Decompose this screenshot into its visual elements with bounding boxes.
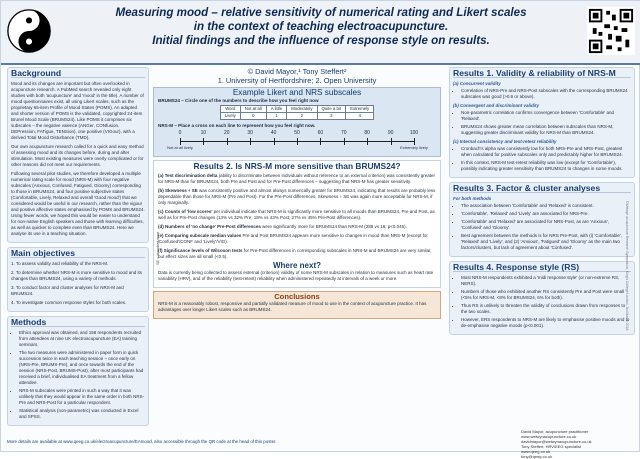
conclusions-heading: Conclusions — [274, 292, 320, 301]
standard-error-note: SE = standard error — [156, 231, 160, 265]
nrs-right-anchor: Extremely lively — [400, 145, 428, 150]
nrs-scale-tick-label: 70 — [341, 130, 347, 136]
objective-item: 3. To conduct factor and cluster analyses for NRS-M and BRUMS24. — [11, 285, 124, 296]
results-3-item: • 'Comfortable' and 'Relaxed' are associated for NRS-Post, as are 'Anxious', 'Confused' and 'Gloomy'. — [461, 219, 631, 231]
methods-item: • The two measures were administered in paper form in quick succession twice in each teaching session – once early on (NRS-Pre, BRUMS-Pre), and once towards the end of the session (NRS-Post, BRUMS-Post), after most participants had received a brief, individualised EA treatment from a fellow attendee. — [19, 350, 145, 386]
where-next-heading: Where next? — [272, 261, 321, 270]
likert-cell: 3 — [317, 113, 346, 120]
results-2-text: for Pre-Post differences in corresponding subscales in NRS-M and BRUMS24 are very similar, but effect sizes are all small (<0.5). — [158, 248, 432, 259]
contact-1-site[interactable]: www.welwynacupuncture.co.uk — [521, 434, 577, 439]
contact-1-email[interactable]: davidmayor@welwynacupuncture.co.uk — [521, 439, 592, 444]
likert-header-cell: Extremely — [346, 106, 374, 113]
nrs-scale-tick — [250, 138, 251, 145]
objective-item: 1. To assess validity and reliability of the NRS-M. — [11, 261, 109, 266]
methods-heading: Methods — [11, 319, 145, 327]
results-1-item: • In this context, NRS-M test-retest reliability was low (except for 'Comfortable'), possibly indicating greater sensitivity than BRUMS24 to changes in some moods. — [461, 160, 631, 172]
nrs-scale-tick-label: 50 — [294, 130, 300, 136]
reliability-heading: (c) Internal consistency and test-retest reliability — [453, 139, 557, 144]
likert-header-row — [220, 106, 373, 113]
concurrent-validity-heading: (a) Concurrent validity — [453, 81, 501, 86]
background-para-2: Our own acupuncture research called for a quick and easy method of assessing mood and its changes before, during and after stimulation. Most existing measures were overly complicated or for other reasons did not meet our requirements. — [11, 144, 144, 167]
background-section — [7, 67, 149, 243]
methods-item: • Ethics approval was obtained, and 158 respondents recruited from attendees at nine UK electroacupuncture (EA) training seminars. — [19, 330, 145, 348]
results-4-heading: Results 4. Response style (RS) — [453, 264, 631, 272]
results-4-item: • Thus RS is unlikely to threaten the validity of conclusions drawn from responses to the two scales. — [461, 303, 631, 315]
nrs-scale-tick-label: 100 — [409, 130, 419, 136]
reliability-list — [453, 146, 631, 172]
results-4-item: • However, ERS respondents to NRS-M are likely to emphasise positive moods and to de-emphasise negative moods (p<0.001). — [461, 317, 631, 329]
likert-cell: 2 — [287, 113, 317, 120]
nrs-scale-tick — [367, 138, 368, 145]
likert-cell: 1 — [266, 113, 286, 120]
objectives-section — [7, 247, 149, 312]
left-column — [7, 67, 149, 430]
qr-code-icon[interactable] — [587, 7, 635, 55]
nrs-scale-tick — [180, 138, 181, 145]
title-line-1: Measuring mood – relative sensitivity of numerical rating and Likert scales — [115, 6, 527, 19]
convergent-validity-heading: (b) Convergent and discriminant validity — [453, 103, 540, 108]
results-1-item: • BRUMS24 shows greater mean correlation between subscales than NRS-M, suggesting greater discriminant validity for NRS-M than BRUMS24. — [461, 124, 631, 136]
objective-item: 2. To determine whether NRS-M is more sensitive to mood and its changes than BRUMS24, using a variety of methods. — [11, 270, 142, 281]
convergent-validity-list — [453, 110, 631, 136]
background-para-3: Following several pilot studies, we therefore developed a multiple numerical rating scale for mood (NRS-M) with four negative subscales (Anxious, Confused, Fatigued, Gloomy) corresponding to those in BRUMS24, and four positive subjective states (Comfortable, Lively, Relaxed and overall 'Good mood') that we considered would be useful in our research, rather than the vigour and positive affective states emphasised by POMS and BRUMS24. Using fewer words, we hoped this would be easier to understand for non-native English speakers and those with learning difficulties, as well as quicker to complete even than BRUMS24. Here we analyse its use in a teaching situation. — [11, 171, 145, 236]
nrs-scale-tick-label: 60 — [317, 130, 324, 136]
where-next-text: Data is currently being collected to assess external (criterion) validity of some NRS-M subscales in relation to measures such as heart rate variability (HRV), and of the reliability (test-retest) reliability when administered repeatedly at intervals of a week or more. — [158, 270, 434, 281]
brums-instruction: BRUMS24 – Circle one of the numbers to describe how you feel right now — [158, 98, 319, 103]
likert-header-cell: Not at all — [240, 106, 266, 113]
results-2-text: were significantly more for BRUMS24 than NRS-M (288 vs 16; p<0.045). — [260, 224, 407, 229]
results-2-lead: (c) Counts of 'low scores' — [158, 209, 213, 214]
likert-header-cell: Quite a bit — [317, 106, 346, 113]
concurrent-validity-list — [453, 88, 631, 100]
objective-item: 4. To investigate common response styles for both scales. — [11, 300, 127, 305]
poster-header — [1, 1, 640, 65]
results-2-item-f — [158, 248, 436, 260]
results-3-item: • The association between 'Comfortable' and 'Relaxed' is consistent. — [461, 203, 631, 209]
results-3-list — [453, 203, 631, 251]
results-4-list — [453, 275, 631, 329]
nrs-scale-tick — [414, 138, 415, 145]
nrs-scale-tick — [297, 138, 298, 145]
right-column — [449, 67, 635, 339]
results-2-section — [153, 160, 441, 288]
nrs-scale-tick-label: 80 — [364, 130, 370, 136]
contact-2-site[interactable]: www.qeeg.co.uk — [521, 449, 551, 454]
results-2-lead: (e) Comparing subscale median values — [158, 233, 242, 238]
results-2-lead: (d) Numbers of 'no change' Pre-Post differences — [158, 224, 261, 229]
results-2-lead: (a) Test discrimination delta — [158, 173, 218, 178]
likert-header-cell: A little — [266, 106, 286, 113]
contact-2-email[interactable]: tony@qeeg.co.uk — [521, 454, 553, 459]
nrs-scale-tick-label: 0 — [178, 130, 182, 136]
likert-table — [220, 105, 374, 120]
yin-yang-icon — [7, 9, 51, 53]
results-1-item: • Cronbach's alpha was consistently low for both NRS-Pre and NRS-Post, greatest when calculated for positive subscales only and predictably higher for BRUMS24. — [461, 146, 631, 158]
contact-1-name: David Mayor, acupuncture practitioner — [521, 429, 589, 434]
results-2-item-d — [158, 224, 436, 230]
nrs-scale-tick — [320, 138, 321, 145]
example-title: Example Likert and NRS subscales — [232, 88, 362, 97]
results-1-section — [449, 67, 635, 178]
author-names: © David Mayor,¹ Tony Steffert² — [247, 67, 347, 76]
conclusions-section — [153, 291, 441, 319]
nrs-scale-tick-label: 40 — [270, 130, 277, 136]
results-2-item-a — [158, 173, 436, 185]
results-2-item-c — [158, 209, 436, 221]
title-line-2: in the context of teaching electroacupuncture. — [193, 20, 449, 34]
background-heading: Background — [11, 70, 145, 78]
results-2-text: Pre and Post BRUMS24 appears more sensitive to changes in mood than NRS-M (except for 'Confused'/CONF and 'Lively'/VIG). — [158, 233, 428, 244]
results-1-item: • Non-parametric correlation confirms convergence between 'Comfortable' and 'Relaxed'. — [461, 110, 631, 122]
nrs-scale-tick-label: 20 — [224, 130, 230, 136]
nrs-scale-tick-label: 30 — [247, 130, 253, 136]
nrs-scale — [167, 130, 428, 154]
nrs-left-anchor: Not at all lively — [167, 145, 193, 150]
results-2-text: was consistently positive and almost always numerically greater for BRUMS24, indicating that results are probably less dependable than those for NRS-M (Pre and Post). For the Pre-Post differences, Skewness ÷ SE was again more acceptable for NRS-M, if only marginally. — [158, 188, 436, 205]
example-scales-box — [153, 87, 441, 157]
likert-cell: Lively — [220, 113, 240, 120]
results-2-heading: Results 2. Is NRS-M more sensitive than BRUMS24? — [193, 161, 401, 171]
results-3-item: • Best agreement between the methods is for NRS Pre-Post, with (i) 'Comfortable', 'Relaxed' and 'Lively', and (2) 'Anxious', 'Fatigued' and 'Gloomy' as the main two factors/clusters, but lack of agreement about 'Confused'. — [461, 233, 631, 251]
results-2-lead: (b) Skewness ÷ SE — [158, 188, 198, 193]
nrs-scale-tick — [344, 138, 345, 145]
methods-section — [7, 316, 149, 426]
results-2-lead: (f) Significance levels of Wilcoxon tests — [158, 248, 243, 253]
middle-column — [153, 67, 441, 319]
results-2-text: (ability to discriminate between individuals without reference to an external criterion) was consistently greater for NRS-M than for BRUMS24, both Pre and Post and for Pre-Post differences – suggesting that NRS-M has greater sensitivity. — [158, 173, 436, 184]
nrs-scale-tick — [391, 138, 392, 145]
results-3-section — [449, 182, 635, 257]
methods-item: • NRS-M subscales were printed in such a way that it was unlikely that they would appear in the same order in both NRS-Pre and NRS-Post for a particular respondent. — [19, 388, 145, 406]
likert-header-cell: Word — [220, 106, 240, 113]
methods-list — [11, 330, 145, 420]
contact-2-name: Tony Steffert, HRV/EEG specialist — [521, 444, 582, 449]
results-2-text: per individual indicate that NRS-M is significantly more sensitive to all moods than BRUMS24, Pre and Post, as well as for Pre-Post changes (13% vs 32% Pre; 18% vs 43% Post; 27% vs 45% Pre-Post differences). — [158, 209, 435, 220]
results-2-item-e — [158, 233, 436, 245]
authors-block — [153, 67, 441, 85]
results-3-heading: Results 3. Factor & cluster analyses — [453, 185, 631, 193]
likert-cell: 0 — [240, 113, 266, 120]
background-para-1: Mood and its changes are important but often overlooked in acupuncture research. A PubMed search revealed only eight studies with both 'acupuncture' and 'mood' in the title). A number of mood questionnaires exist, all using Likert scales, such as the proprietary 65-item Profile of Mood States (POMS). An adapted and shorter version of POMS is the validated, copyrighted 24-item Brunel Mood Scale (BRUMS24). Like POMS it comprises six subscales – the negative valence (ANGer, CONfusion, DEPression, FATigue, TENSion), one positive (VIGour), with a derived Total Mood Disturbance (TMD). — [11, 81, 144, 140]
objectives-heading: Main objectives — [11, 250, 145, 258]
likert-header-cell: Moderately — [287, 106, 317, 113]
results-1-heading: Results 1. Validity & reliability of NRS-M — [453, 70, 631, 78]
results-1-item: • Correlation of NRS-Pre and NRS-Post subscales with the corresponding BRUMS24 subscales was good (>0.6 or above). — [461, 88, 631, 100]
nrs-instruction: NRS-M – Place a cross on each line to represent how you feel right now. — [158, 123, 316, 128]
conclusions-text: NRS-M is a reasonably robust, responsive and partially validated measure of mood to use in the context of acupuncture practice. It has advantages over longer Likert scales such as BRUMS24. — [158, 301, 427, 312]
methods-item: • Statistical analysis (non-parametric) was conducted in Excel and SPSS. — [19, 408, 145, 420]
results-4-item: • Most NRS-M respondents exhibited a 'midi response style' (or non-extreme RS, NERS). — [461, 275, 631, 287]
results-4-item: • Numbers of those who exhibited another RS consistently Pre and Post were small (<5% for NRS-M, <8% for BRUMS24, 6% for both). — [461, 289, 631, 301]
results-3-item: • 'Comfortable', 'Relaxed' and 'Lively' are associated for NRS-Pre. — [461, 211, 631, 217]
results-2-item-b — [158, 188, 436, 206]
title-line-3: Initial findings and the influence of response style on results. — [152, 34, 490, 48]
likert-cell: 4 — [346, 113, 374, 120]
contact-block — [521, 429, 635, 459]
nrs-scale-tick-label: 90 — [387, 130, 394, 136]
symposium-note: ©Welwyn acupuncture Research Symposium, King's College London, 3rd March 2018 — [625, 201, 629, 331]
likert-value-row — [220, 113, 373, 120]
nrs-scale-tick-label: 10 — [200, 130, 207, 136]
nrs-scale-tick — [203, 138, 204, 145]
nrs-scale-tick — [227, 138, 228, 145]
where-next-section — [158, 263, 436, 282]
nrs-scale-tick — [274, 138, 275, 145]
results-3-subheading: For both methods — [453, 196, 492, 201]
results-4-section — [449, 261, 635, 335]
author-affiliations: 1. University of Hertfordshire; 2. Open University — [217, 76, 377, 85]
poster-title — [61, 6, 581, 49]
more-details-link[interactable]: More details are available at www.qeeg.co.uk/electroacupuncture/EAmood, also accessible through the QR code at the head of this poster. — [7, 439, 277, 444]
